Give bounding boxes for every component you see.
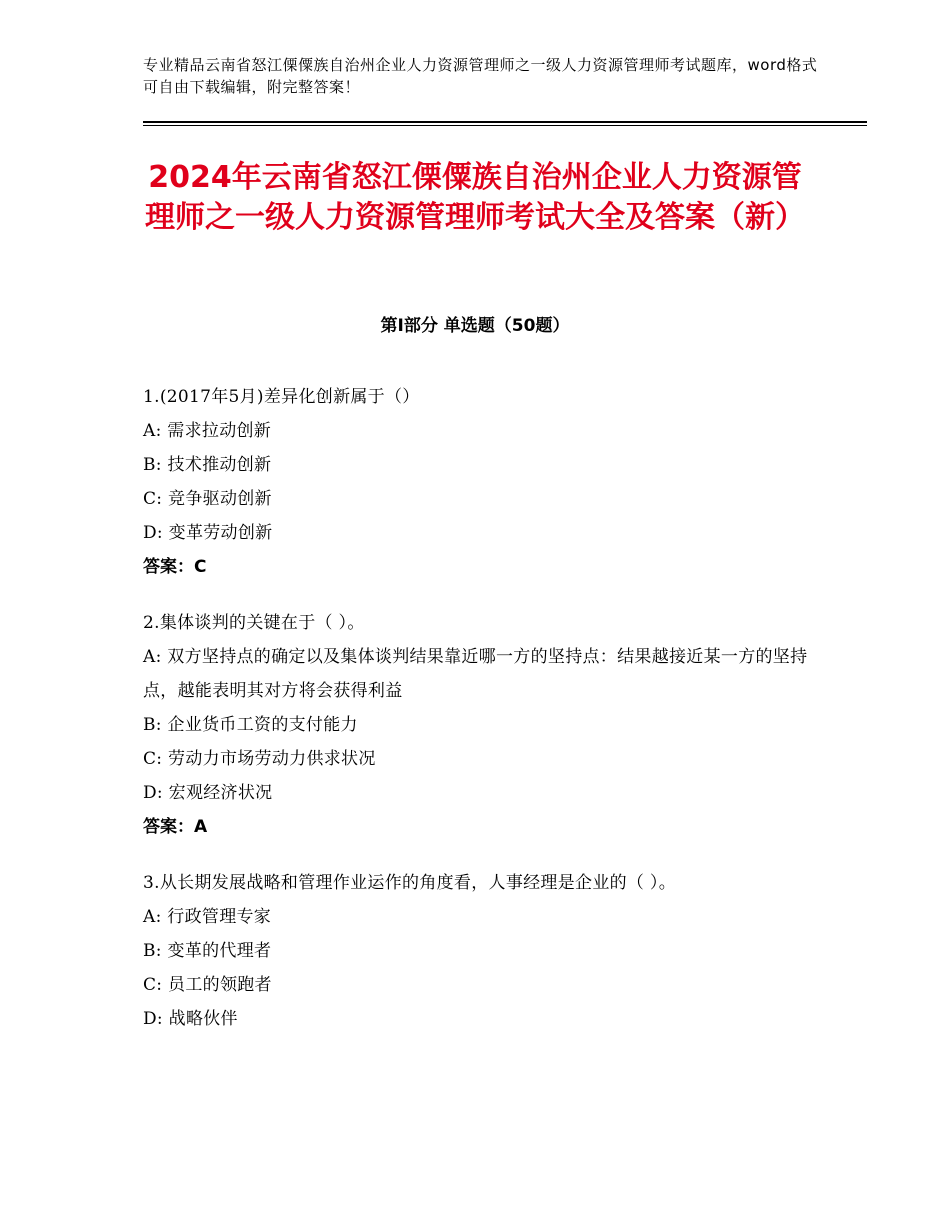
- option-c: C: 竞争驱动创新: [143, 489, 272, 509]
- option-b: B: 变革的代理者: [143, 941, 272, 961]
- option-d: D: 战略伙伴: [143, 1009, 238, 1029]
- answer-label: 答案：C: [143, 557, 207, 577]
- option-c: C: 劳动力市场劳动力供求状况: [143, 749, 376, 769]
- question-2: [143, 606, 813, 844]
- option-c: C: 员工的领跑者: [143, 975, 272, 995]
- option-a: A: 行政管理专家: [143, 907, 272, 927]
- header-note: 专业精品云南省怒江傈僳族自治州企业人力资源管理师之一级人力资源管理师考试题库，word格式可自由下载编辑，附完整答案！: [143, 56, 818, 96]
- option-d: D: 变革劳动创新: [143, 523, 273, 543]
- question-3: [143, 866, 813, 1036]
- question-1: [143, 380, 813, 584]
- option-d: D: 宏观经济状况: [143, 783, 273, 803]
- answer-label: 答案：A: [143, 817, 208, 837]
- option-b: B: 技术推动创新: [143, 455, 272, 475]
- section-title: 第Ⅰ部分 单选题（50题）: [380, 316, 570, 336]
- document-title: 2024年云南省怒江傈僳族自治州企业人力资源管理师之一级人力资源管理师考试大全及答案（新）: [145, 160, 805, 235]
- question-stem: 2.集体谈判的关键在于（ ）。: [143, 613, 365, 633]
- question-list: [143, 380, 813, 1058]
- option-a: A: 双方坚持点的确定以及集体谈判结果靠近哪一方的坚持点：结果越接近某一方的坚持点，越能表明其对方将会获得利益: [143, 647, 808, 701]
- question-stem: 1.(2017年5月)差异化创新属于（）: [143, 387, 420, 407]
- option-b: B: 企业货币工资的支付能力: [143, 715, 358, 735]
- option-a: A: 需求拉动创新: [143, 421, 272, 441]
- question-stem: 3.从长期发展战略和管理作业运作的角度看，人事经理是企业的（ ）。: [143, 873, 677, 893]
- header-divider-thin: [143, 125, 867, 126]
- header-divider: [143, 121, 867, 123]
